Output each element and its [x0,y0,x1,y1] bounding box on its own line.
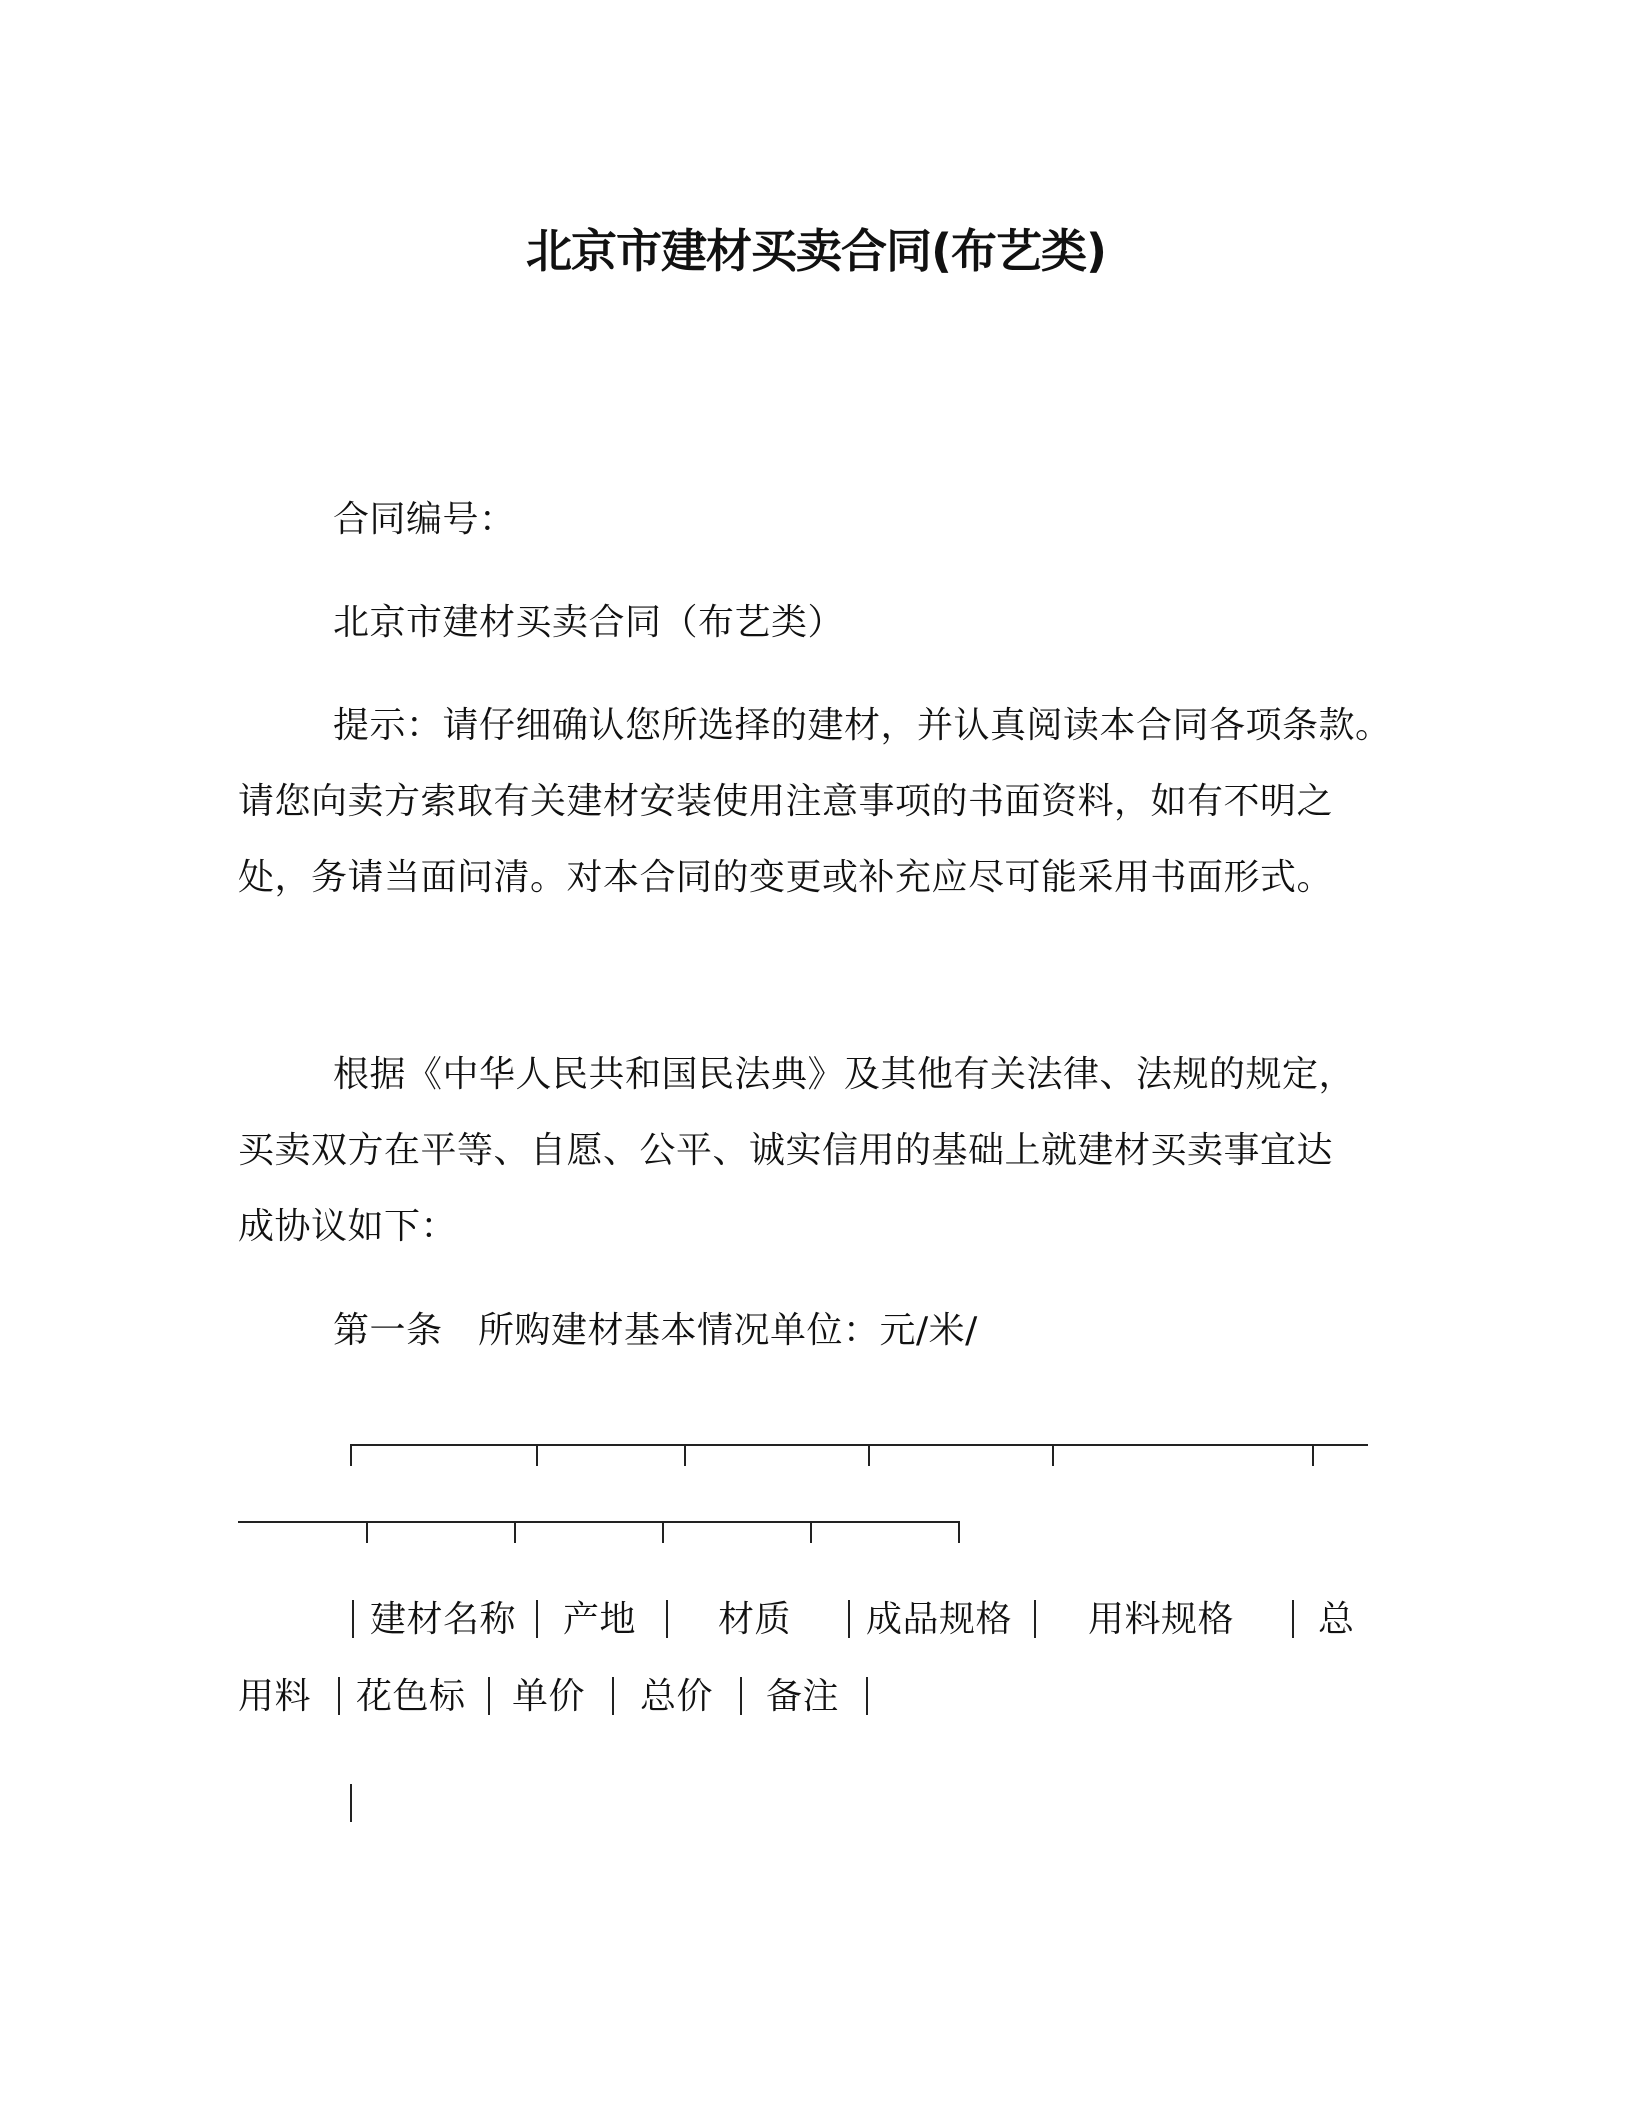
cell-separator [536,1600,538,1638]
table-tick [810,1521,812,1543]
preamble-line: 根据《中华人民共和国民法典》及其他有关法律、法规的规定， [333,1054,1356,1095]
cell-separator [740,1677,742,1715]
table-rule-second [238,1521,960,1523]
table-tick [1052,1444,1054,1466]
cell-separator [338,1677,340,1715]
header-cell-remarks: 备注 [766,1676,840,1717]
table-tick [366,1521,368,1543]
table-tick [536,1444,538,1466]
table-tick [514,1521,516,1543]
header-cell-finished-spec: 成品规格 [866,1599,1013,1640]
notice-line: 请您向卖方索取有关建材安装使用注意事项的书面资料，如有不明之 [238,781,1334,822]
cell-separator [1034,1600,1036,1638]
preamble-line: 买卖双方在平等、自愿、公平、诚实信用的基础上就建材买卖事宜达 [238,1130,1334,1171]
notice-line: 提示：请仔细确认您所选择的建材，并认真阅读本合同各项条款。 [333,705,1392,746]
document-subtitle: 北京市建材买卖合同（布艺类） [333,602,845,643]
header-cell-total-price: 总价 [640,1676,714,1717]
notice-line: 处，务请当面问清。对本合同的变更或补充应尽可能采用书面形式。 [238,857,1334,898]
contract-number-label: 合同编号： [333,499,516,540]
table-tick [684,1444,686,1466]
header-cell-material-name: 建材名称 [370,1599,517,1640]
table-rule-top [350,1444,1368,1446]
cell-separator [866,1677,868,1715]
header-cell-material: 材质 [718,1599,792,1640]
header-cell-color-code: 花色标 [356,1676,466,1717]
table-tick [662,1521,664,1543]
cell-separator [488,1677,490,1715]
preamble-line: 成协议如下： [238,1206,458,1247]
article-text: 所购建材基本情况单位：元/米/ [478,1310,978,1351]
header-cell-total: 总 [1318,1599,1355,1640]
cell-separator [612,1677,614,1715]
table-row-start-bar [350,1784,352,1822]
document-title: 北京市建材买卖合同(布艺类) [525,224,1107,278]
article-heading: 第一条 [333,1310,443,1351]
cell-separator [666,1600,668,1638]
header-cell-material-spec: 用料规格 [1088,1599,1235,1640]
table-tick [350,1444,352,1466]
header-cell-usage: 用料 [238,1676,312,1717]
cell-separator [848,1600,850,1638]
cell-separator [1292,1600,1294,1638]
table-tick [1312,1444,1314,1466]
table-tick [958,1521,960,1543]
header-cell-unit-price: 单价 [512,1676,586,1717]
header-cell-origin: 产地 [563,1599,637,1640]
table-tick [868,1444,870,1466]
cell-separator [352,1600,354,1638]
